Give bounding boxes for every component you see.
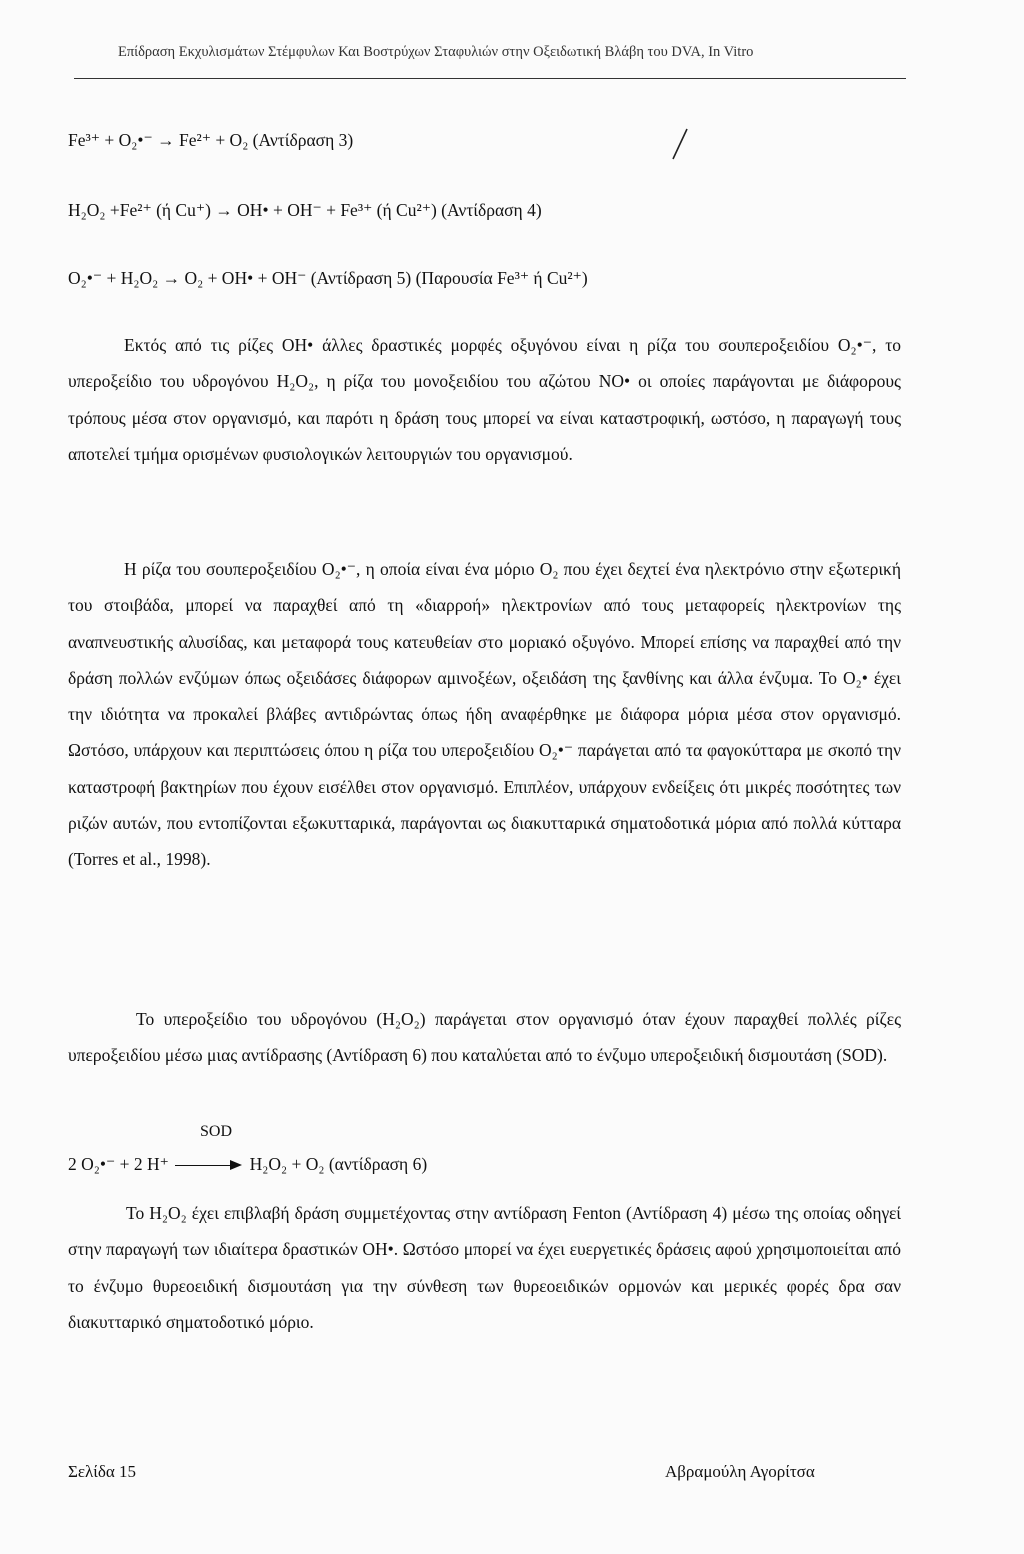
- line: ριζών αυτών, που εντοπίζονται εξωκυτταρικά, παράγονται ως διακυτταρικά σηματοδοτικά: [68, 813, 710, 834]
- line: ορισμένων φυσιολογικών λειτουργιών του οργανισμού.: [182, 443, 573, 464]
- paragraph-4: [68, 1195, 901, 1340]
- author-name: Αβραμούλη Αγορίτσα: [665, 1462, 815, 1481]
- line: υπεροξειδίου O₂•⁻ παράγεται από τα φαγοκύτταρα με σκοπό την καταστροφή βακτηρίων που: [68, 740, 902, 797]
- slash-mark: [672, 128, 688, 160]
- line: Το υπεροξείδιο του υδρογόνου (H₂O₂) παράγεται στον οργανισμό όταν έχουν: [136, 1009, 725, 1029]
- line: ηλεκτρόνιο στην εξωτερική του στοιβάδα, μπορεί να παραχθεί από τη «διαρροή»: [68, 559, 901, 616]
- line: σουπεροξειδίου O₂•⁻, το υπεροξείδιο του υδρογόνου H₂O₂, η ρίζα του μονοξειδίου του: [68, 335, 901, 392]
- page-number: Σελίδα 15: [68, 1462, 137, 1481]
- line: την σύνθεση των θυρεοειδικών ορμονών και μερικές φορές δρα σαν διακυτταρικό: [68, 1275, 902, 1332]
- header-rule: [74, 78, 906, 79]
- reaction-4: H₂O₂ +Fe²⁺ (ή Cu⁺) → OH• + OH⁻ + Fe³⁺ (ή Cu²⁺) (Αντίδραση 4): [68, 200, 542, 220]
- reaction-6-left: 2 O₂•⁻ + 2 H⁺: [68, 1154, 169, 1174]
- paragraph-3: [68, 1001, 901, 1074]
- line: αζώτου NO• οι οποίες παράγονται με διάφορους τρόπους μέσα στον οργανισμό, και παρότι η: [68, 371, 901, 428]
- line: από το ένζυμο υπεροξειδική δισμουτάση (SOD).: [545, 1045, 888, 1066]
- reaction-6-right: H₂O₂ + O₂ (αντίδραση 6): [249, 1154, 428, 1174]
- reaction-3: Fe³⁺ + O₂•⁻ → Fe²⁺ + O₂ (Αντίδραση 3): [68, 130, 354, 150]
- line: έχει ευεργετικές δράσεις αφού χρησιμοποιείται από το ένζυμο θυρεοειδική δισμουτάση για: [68, 1239, 901, 1296]
- line: Εκτός από τις ρίζες OH• άλλες δραστικές μορφές οξυγόνου είναι η ρίζα του: [124, 335, 710, 355]
- line: ηλεκτρονίων από τους μεταφορείς ηλεκτρονίων της αναπνευστικής αλυσίδας, και μεταφορά: [68, 595, 901, 652]
- line: μόρια μέσα στον οργανισμό. Ωστόσο, υπάρχουν και περιπτώσεις όπου η ρίζα του: [68, 704, 902, 761]
- line: σηματοδοτικό μόριο.: [165, 1311, 314, 1332]
- line: τους κατευθείαν στο μοριακό οξυγόνο. Μπορεί επίσης να παραχθεί από την δράση πολλών: [68, 631, 902, 688]
- line: παραχθεί πολλές ρίζες υπεροξειδίου μέσω μιας αντίδρασης (Αντίδραση 6) που καταλύεται: [68, 1009, 902, 1066]
- reaction-6-enzyme: SOD: [200, 1123, 233, 1140]
- reaction-5: O₂•⁻ + H₂O₂ → O₂ + OH• + OH⁻ (Αντίδραση 5) (Παρουσία Fe³⁺ ή Cu²⁺): [68, 268, 588, 288]
- line: Η ρίζα του σουπεροξειδίου O₂•⁻, η οποία είναι ένα μόριο O₂ που έχει δεχτεί ένα: [124, 559, 700, 579]
- paragraph-2: [68, 551, 901, 878]
- paragraph-1: [68, 327, 901, 472]
- reaction-6: [68, 1154, 427, 1175]
- running-header: Επίδραση Εκχυλισμάτων Στέμφυλων Και Βοστρύχων Σταφυλιών στην Οξειδωτική Βλάβη του DVA, In Vitro: [118, 44, 754, 60]
- line: δράση τους μπορεί να είναι καταστροφική, ωστόσο, η παραγωγή τους αποτελεί τμήμα: [68, 407, 902, 464]
- reaction-arrow-icon: [175, 1165, 239, 1166]
- line: Το H₂O₂ έχει επιβλαβή δράση συμμετέχοντας στην αντίδραση Fenton (Αντίδραση 4): [126, 1203, 728, 1223]
- line: μέσω της οποίας οδηγεί στην παραγωγή των ιδιαίτερα δραστικών OH•. Ωστόσο μπορεί να: [68, 1203, 902, 1260]
- line: έχουν εισέλθει στον οργανισμό. Επιπλέον, υπάρχουν ενδείξεις ότι μικρές ποσότητες των: [272, 776, 902, 797]
- line: O₂• έχει την ιδιότητα να προκαλεί βλάβες αντιδρώντας όπως ήδη αναφέρθηκε με διάφορα: [68, 667, 901, 725]
- line: ενζύμων όπως οξειδάσες διάφορων αμινοξέων, οξειδάση της ξανθίνης και άλλα ένζυμα. Το: [178, 667, 838, 688]
- line: μόρια από πολλά κύτταρα (Torres et al., 1998).: [68, 813, 901, 870]
